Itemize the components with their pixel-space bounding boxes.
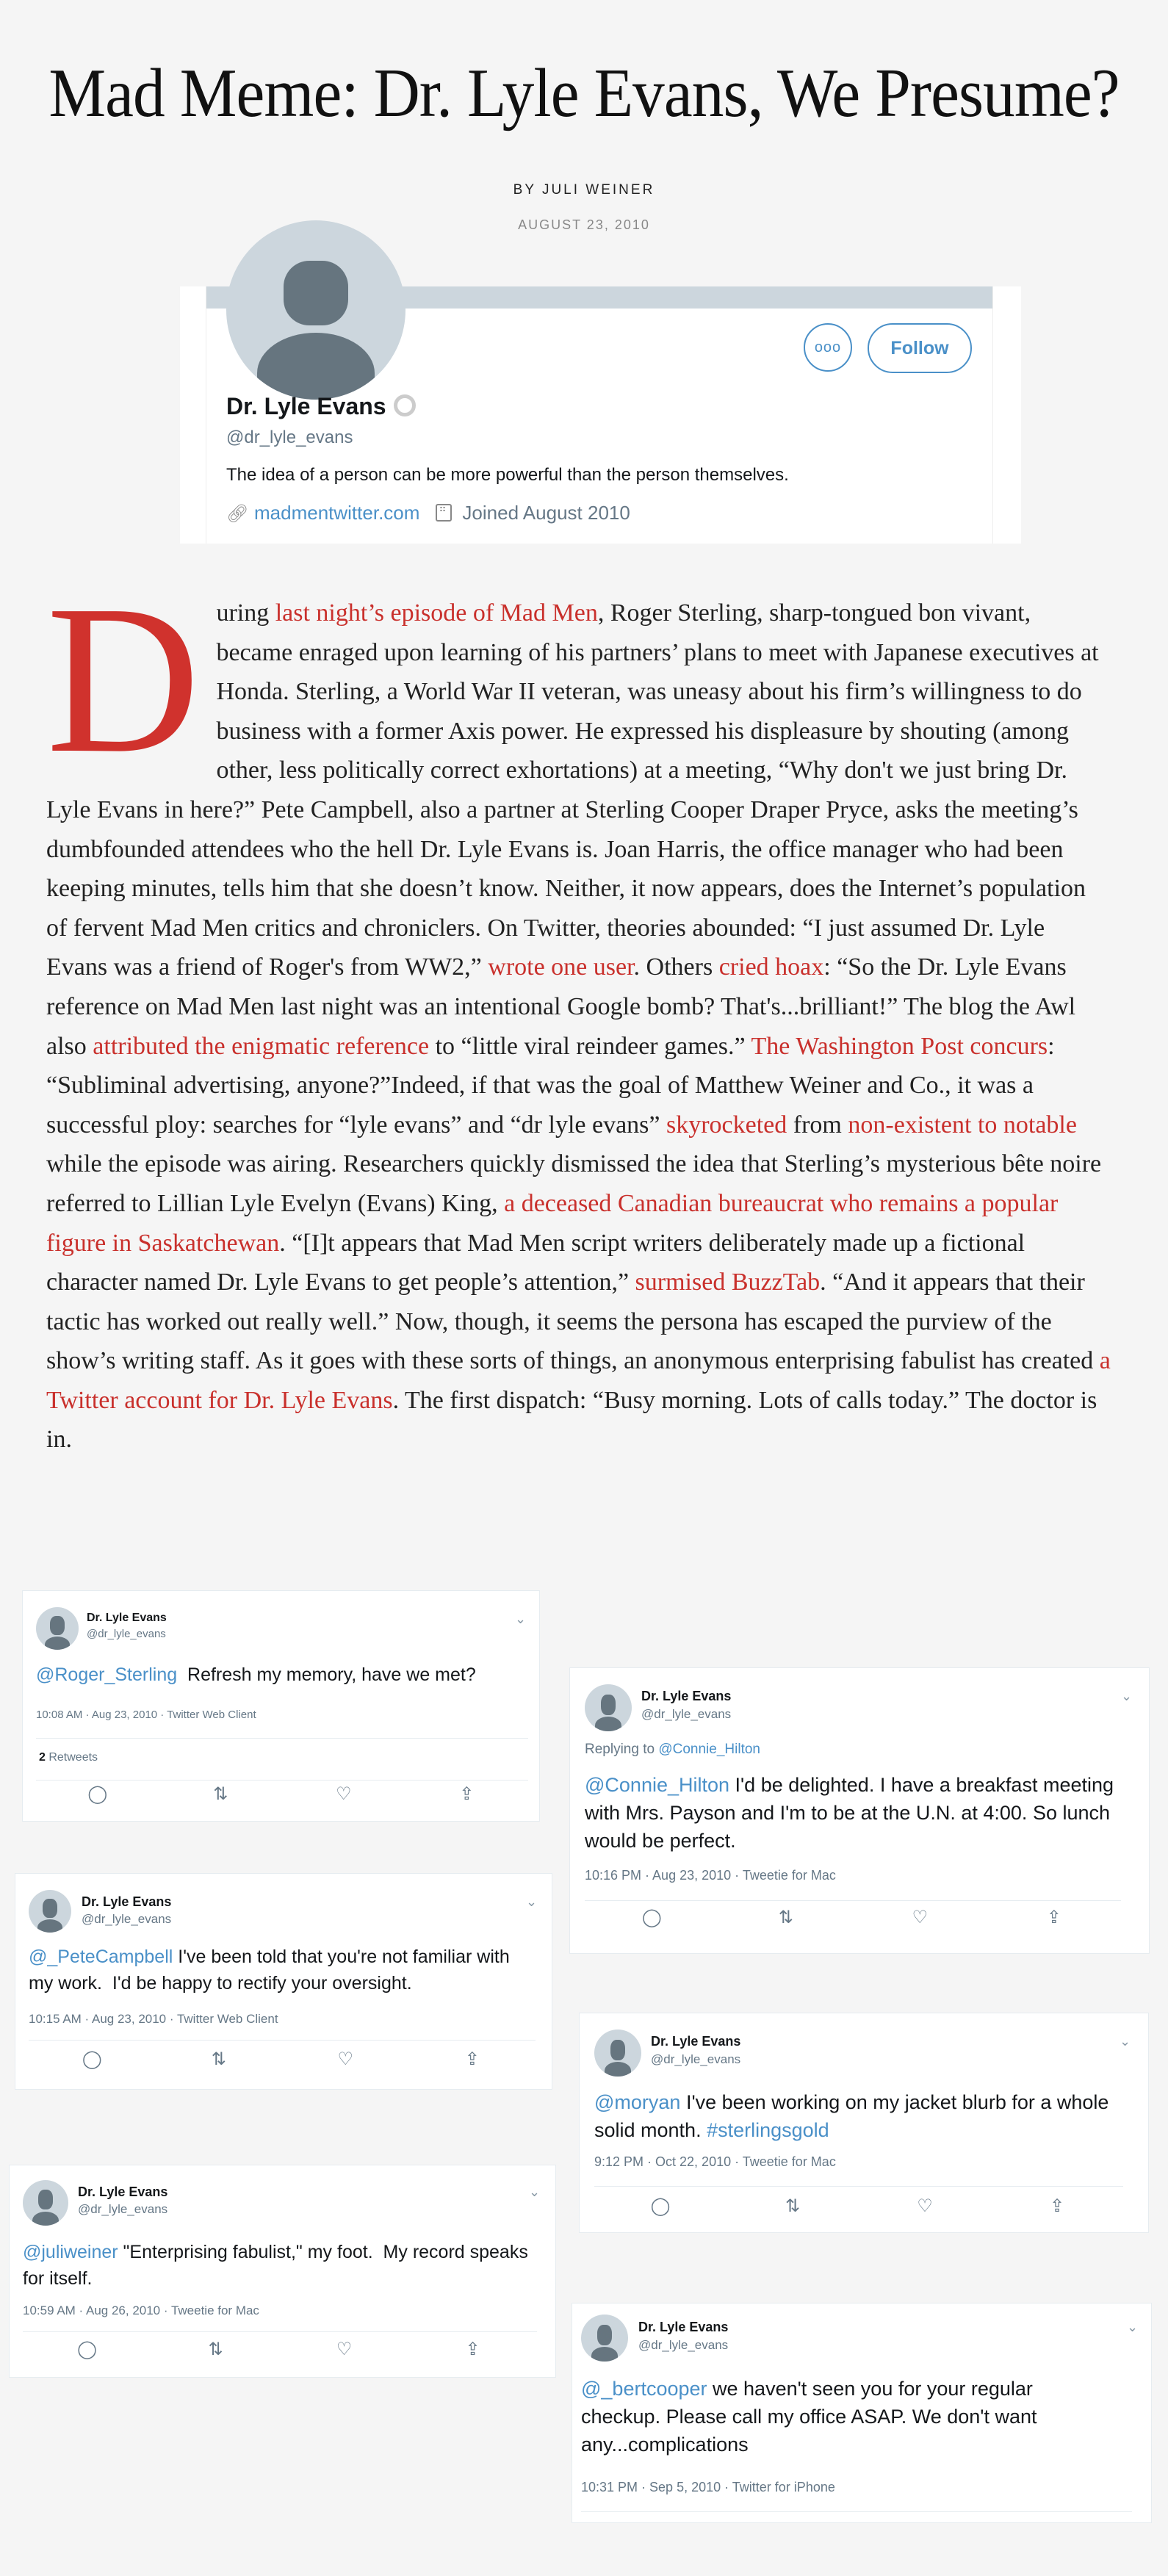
retweet-count: 2 — [39, 1751, 46, 1764]
follow-button[interactable]: Follow — [868, 323, 972, 373]
tweet-avatar[interactable] — [29, 1890, 71, 1933]
article-text-segment: uring — [216, 599, 275, 627]
article-link[interactable]: cried hoax — [718, 953, 824, 981]
chevron-down-icon[interactable]: ⌄ — [1121, 1689, 1133, 1703]
article-text-segment: . The first dispatch: “Busy morning. Lots of calls today.” The doctor is in. — [46, 1386, 1097, 1454]
divider — [36, 1738, 528, 1739]
more-options-button[interactable]: ooo — [804, 323, 852, 372]
tweet-author-handle[interactable]: @dr_lyle_evans — [638, 2338, 729, 2352]
tweet-hashtag[interactable]: #sterlingsgold — [707, 2119, 829, 2141]
tweet-author-name[interactable]: Dr. Lyle Evans — [641, 1689, 732, 1703]
heart-icon[interactable]: ♡ — [917, 2196, 933, 2216]
chevron-down-icon[interactable]: ⌄ — [1120, 2034, 1131, 2049]
article-link[interactable]: attributed the enigmatic reference — [93, 1032, 430, 1060]
profile-avatar[interactable] — [226, 220, 405, 400]
article-link[interactable]: a deceased Canadian bureaucrat who remains a popular figure in Saskatchewan — [46, 1189, 1059, 1257]
tweet-author-handle[interactable]: @dr_lyle_evans — [87, 1628, 166, 1640]
tweet-actions — [594, 2196, 1123, 2225]
tweet-retweets[interactable] — [39, 1751, 98, 1764]
tweet-mention[interactable]: @Roger_Sterling — [36, 1664, 178, 1685]
heart-icon[interactable]: ♡ — [912, 1908, 928, 1927]
article-text-segment: . Others — [633, 953, 719, 981]
tweet-body: I've been told that you're not familiar with my work. I'd be happy to rectify your oversight. — [29, 1947, 515, 1994]
article-link[interactable]: last night’s episode of Mad Men — [275, 599, 598, 627]
retweet-icon[interactable]: ⇅ — [208, 2339, 223, 2359]
tweet-meta[interactable]: 9:12 PM · Oct 22, 2010 · Tweetie for Mac — [594, 2154, 836, 2169]
article-text-segment: while the episode was airing. Researchers quickly dismissed the idea that Sterling’s mysterious bête noire referred to Lillian Lyle Evelyn (Evans) King, — [46, 1150, 1102, 1217]
article-link[interactable]: The Washington Post concurs — [751, 1032, 1048, 1060]
divider — [594, 2186, 1123, 2187]
tweet-author-handle[interactable]: @dr_lyle_evans — [82, 1912, 172, 1926]
chevron-down-icon[interactable]: ⌄ — [526, 1894, 538, 1909]
tweet-actions — [29, 2049, 536, 2078]
replying-to — [585, 1742, 760, 1758]
profile-website-link[interactable]: madmentwitter.com — [254, 502, 420, 524]
article-text-segment: from — [787, 1111, 848, 1139]
tweet-meta[interactable]: 10:16 PM · Aug 23, 2010 · Tweetie for Mac — [585, 1868, 836, 1883]
verified-badge-icon — [394, 394, 416, 416]
publish-date: AUGUST 23, 2010 — [518, 217, 650, 232]
replying-to-handle[interactable]: @Connie_Hilton — [658, 1742, 760, 1757]
retweet-label: Retweets — [45, 1751, 98, 1764]
profile-handle: @dr_lyle_evans — [226, 427, 353, 447]
article-text-segment: . “And it appears that their tactic has worked out really well.” Now, though, it seems the persona has escaped the purview of the show’s writing staff. As it goes with these sorts of things, an anonymous enterprising fabulist has created — [46, 1269, 1100, 1375]
article-text-segment: , Roger Sterling, sharp-tongued bon vivant, became enraged upon learning of his partners’ plans to meet with Japanese executives at Honda. Sterling, a World War II veteran, was uneasy about his firm’s willingness to do business with a former Axis power. He expressed his displeasure by shouting (among other, less politically correct exhortations) at a meeting, “Why don't we just bring Dr. Lyle Evans in here?” Pete Campbell, also a partner at Sterling Cooper Draper Pryce, asks the meeting’s dumbfounded attendees who the hell Dr. Lyle Evans is. Joan Harris, the office manager who had been keeping minutes, tells him that she doesn’t know. Neither, it now appears, does the Internet’s population of fervent Mad Men critics and chroniclers. On Twitter, theories abounded: “I just assumed Dr. Lyle Evans was a friend of Roger's from WW2,” — [46, 599, 1099, 981]
tweet-mention[interactable]: @Connie_Hilton — [585, 1774, 730, 1796]
tweet-avatar[interactable] — [594, 2030, 641, 2077]
profile-inner — [206, 286, 993, 544]
tweet-text — [585, 1771, 1121, 1855]
tweet-body: we haven't seen you for your regular checkup. Please call my office ASAP. We don't want any...complications — [581, 2378, 1037, 2456]
tweet-body: I'd be delighted. I have a breakfast meeting with Mrs. Payson and I'm to be at the U.N. at 4:00. So lunch would be perfect. — [585, 1774, 1114, 1852]
tweet-author-name[interactable]: Dr. Lyle Evans — [82, 1894, 172, 1909]
byline[interactable]: BY JULI WEINER — [513, 182, 655, 198]
tweet-actions — [23, 2339, 537, 2368]
tweet-avatar[interactable] — [585, 1684, 632, 1731]
article-title: Mad Meme: Dr. Lyle Evans, We Presume? — [48, 55, 1120, 131]
reply-icon[interactable]: ◯ — [82, 2049, 102, 2069]
tweet-card — [572, 2303, 1152, 2523]
tweet-meta[interactable]: 10:08 AM · Aug 23, 2010 · Twitter Web Client — [36, 1709, 256, 1721]
article-text-segment: to “little viral reindeer games.” — [429, 1032, 751, 1060]
chevron-down-icon[interactable]: ⌄ — [515, 1612, 527, 1626]
profile-bio: The idea of a person can be more powerful than the person themselves. — [226, 465, 789, 485]
tweet-card — [579, 2013, 1149, 2233]
profile-name-row — [226, 393, 416, 420]
tweet-author-name[interactable]: Dr. Lyle Evans — [638, 2320, 729, 2334]
reply-icon[interactable]: ◯ — [650, 2196, 671, 2216]
retweet-icon[interactable]: ⇅ — [785, 2196, 801, 2216]
reply-icon[interactable]: ◯ — [77, 2339, 97, 2359]
divider — [581, 2511, 1132, 2512]
heart-icon[interactable]: ♡ — [335, 1784, 352, 1804]
divider — [23, 2331, 537, 2332]
tweet-text — [581, 2375, 1110, 2458]
tweet-meta[interactable]: 10:31 PM · Sep 5, 2010 · Twitter for iPhone — [581, 2480, 835, 2494]
share-icon[interactable]: ⇪ — [465, 2339, 480, 2359]
tweet-author-name[interactable]: Dr. Lyle Evans — [651, 2034, 741, 2049]
chevron-down-icon[interactable]: ⌄ — [1127, 2320, 1139, 2334]
reply-icon[interactable]: ◯ — [87, 1784, 108, 1804]
tweet-card — [569, 1667, 1150, 1954]
twitter-profile-card — [180, 286, 1021, 544]
tweet-text — [36, 1661, 528, 1689]
retweet-icon[interactable]: ⇅ — [211, 2049, 226, 2069]
tweet-body: I've been working on my jacket blurb for a whole solid month. — [594, 2091, 1109, 2141]
tweet-card — [22, 1590, 540, 1822]
retweet-icon[interactable]: ⇅ — [213, 1784, 228, 1804]
tweet-author-handle[interactable]: @dr_lyle_evans — [651, 2052, 741, 2066]
article-link[interactable]: a Twitter account for Dr. Lyle Evans — [46, 1347, 1111, 1414]
tweet-meta[interactable]: 10:59 AM · Aug 26, 2010 · Tweetie for Mac — [23, 2303, 259, 2317]
article-text-segment: . “[I]t appears that Mad Men script writers deliberately made up a fictional character named Dr. Lyle Evans to get people’s attention,” — [46, 1229, 1025, 1296]
divider — [29, 2040, 536, 2041]
tweet-avatar[interactable] — [36, 1607, 79, 1650]
tweet-text — [594, 2088, 1123, 2144]
tweet-avatar[interactable] — [23, 2180, 68, 2226]
tweet-text — [23, 2239, 537, 2292]
divider — [585, 1900, 1121, 1901]
reply-icon[interactable]: ◯ — [641, 1908, 662, 1927]
heart-icon[interactable]: ♡ — [337, 2049, 353, 2069]
article-text — [46, 561, 1111, 1454]
tweet-mention[interactable]: @_bertcooper — [581, 2378, 707, 2400]
replying-label: Replying to — [585, 1742, 659, 1757]
article-link[interactable]: surmised BuzzTab — [635, 1269, 821, 1296]
article-link[interactable]: non-existent to notable — [848, 1111, 1077, 1139]
tweet-card — [9, 2165, 556, 2378]
tweet-mention[interactable]: @_PeteCampbell — [29, 1947, 173, 1967]
tweet-author-handle[interactable]: @dr_lyle_evans — [641, 1707, 732, 1721]
tweet-body: "Enterprising fabulist," my foot. My record speaks for itself. — [23, 2242, 533, 2289]
tweet-card — [15, 1873, 552, 2090]
share-icon[interactable]: ⇪ — [459, 1784, 475, 1804]
heart-icon[interactable]: ♡ — [336, 2339, 353, 2359]
tweet-mention[interactable]: @juliweiner — [23, 2242, 118, 2262]
tweet-avatar[interactable] — [581, 2315, 628, 2362]
tweet-text — [29, 1944, 536, 1996]
drop-cap: D — [46, 561, 201, 797]
tweet-meta[interactable]: 10:15 AM · Aug 23, 2010 · Twitter Web Client — [29, 2012, 278, 2026]
profile-meta — [226, 502, 630, 524]
article-text-segment: : “So the Dr. Lyle Evans reference on Mad Men last night was an intentional Google bomb? That's...brilliant!” The blog the Awl also — [46, 953, 1076, 1060]
article-link[interactable]: wrote one user — [488, 953, 634, 981]
share-icon[interactable]: ⇪ — [1049, 2196, 1065, 2216]
article-body — [46, 561, 1111, 1460]
tweet-author-handle[interactable]: @dr_lyle_evans — [78, 2202, 168, 2216]
article-text-segment: : “Subliminal advertising, anyone?”Indeed, if that was the goal of Matthew Weiner and Co., it was a successful ploy: searches for “lyle evans” and “dr lyle evans” — [46, 1032, 1055, 1139]
profile-name: Dr. Lyle Evans — [226, 393, 386, 419]
tweet-mention[interactable]: @moryan — [594, 2091, 681, 2113]
tweet-actions — [36, 1783, 528, 1813]
retweet-icon[interactable]: ⇅ — [778, 1908, 793, 1927]
divider — [36, 1780, 528, 1781]
tweet-author-name[interactable]: Dr. Lyle Evans — [87, 1612, 167, 1624]
profile-joined: Joined August 2010 — [462, 502, 630, 524]
link-icon: 🔗︎ — [226, 504, 249, 524]
tweet-body: Refresh my memory, have we met? — [177, 1664, 476, 1685]
share-icon[interactable]: ⇪ — [464, 2049, 480, 2069]
calendar-icon — [436, 504, 452, 522]
tweet-actions — [585, 1907, 1121, 1936]
tweet-author-name[interactable]: Dr. Lyle Evans — [78, 2184, 168, 2199]
chevron-down-icon[interactable]: ⌄ — [529, 2184, 541, 2199]
article-link[interactable]: skyrocketed — [666, 1111, 787, 1139]
share-icon[interactable]: ⇪ — [1046, 1908, 1061, 1927]
